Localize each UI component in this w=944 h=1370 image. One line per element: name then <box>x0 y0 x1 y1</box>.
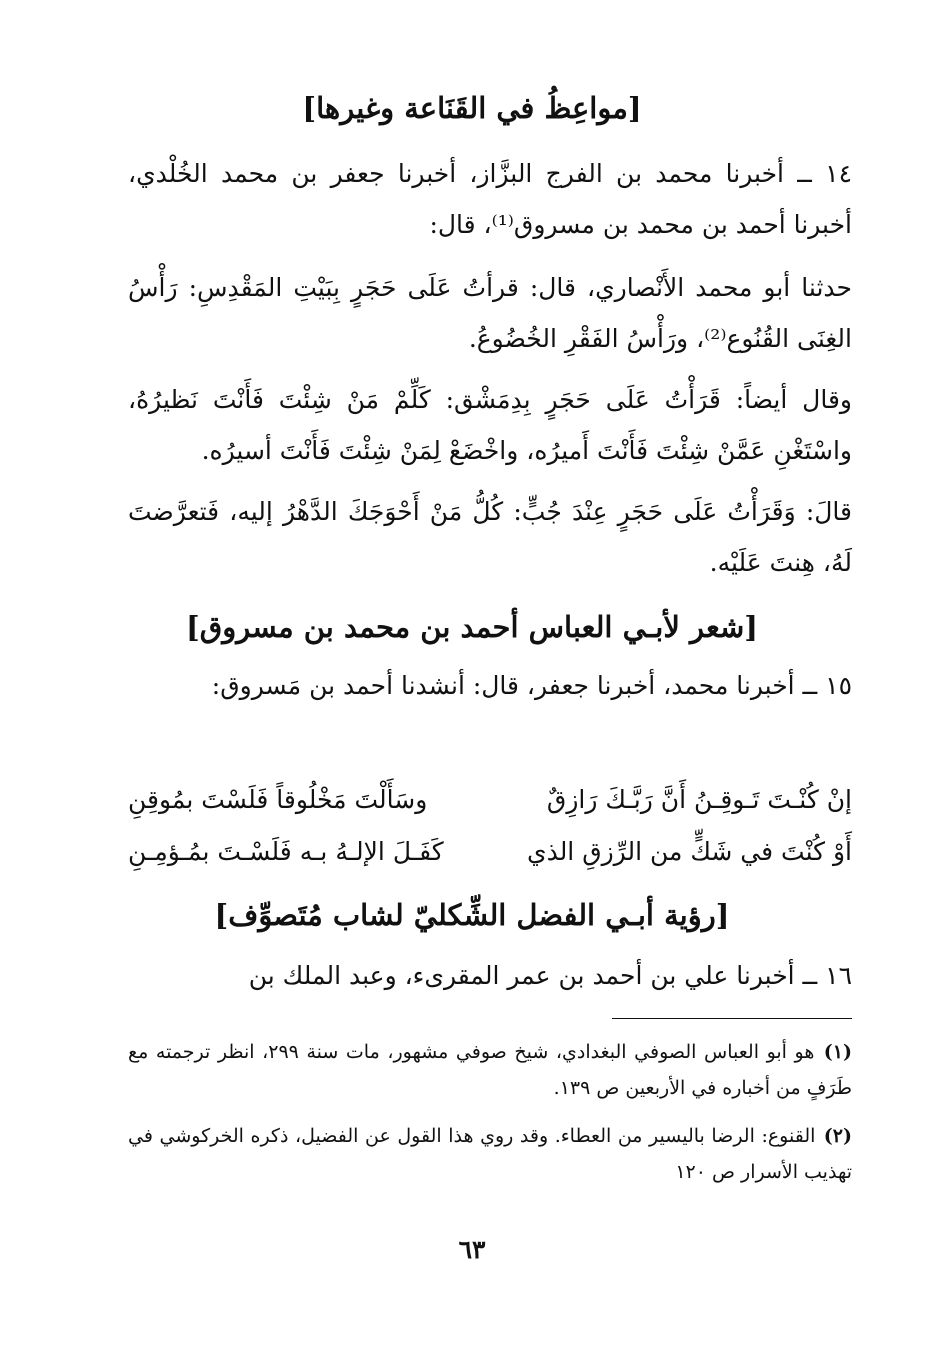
paragraph-14-quote-3-text: قالَ: وَقَرَأْتُ عَلَى حَجَرٍ عِنْدَ جُبٍّ: كُلُّ مَنْ أَحْوَجَكَ الدَّهْرُ إليه، فَتعرَّضتَ لَهُ، هِنتَ عَلَيْه. <box>128 497 852 577</box>
footnote-2-number: (٢) <box>823 1125 852 1147</box>
footnote-separator <box>612 1018 852 1019</box>
footnote-1-text: هو أبو العباس الصوفي البغدادي، شيخ صوفي مشهور، مات سنة ٢٩٩، انظر ترجمته مع طَرَفٍ من أخباره في الأربعين ص ١٣٩. <box>128 1041 852 1099</box>
paragraph-14-quote-1 <box>128 262 852 364</box>
footnote-1 <box>128 1034 852 1106</box>
verse-line-1 <box>128 774 852 824</box>
verse-2-first-hemistich: أَوْ كُنْتَ في شَكٍّ من الرِّزقِ الذي <box>527 836 852 866</box>
verse-line-2 <box>128 826 852 876</box>
page-number: ٦٣ <box>458 1235 486 1264</box>
verse-1-first-hemistich: إنْ كُنْـتَ تَـوقِـنُ أَنَّ رَبَّـكَ رَازِقٌ <box>546 784 852 814</box>
paragraph-14 <box>128 148 852 250</box>
paragraph-14-text: ١٤ ــ أخبرنا محمد بن الفرج البزَّاز، أخبرنا جعفر بن محمد الخُلْدي، أخبرنا أحمد بن محمد بن مسروق⁽¹⁾، قال: <box>128 159 852 239</box>
footnote-2-text: القنوع: الرضا باليسير من العطاء. وقد روي هذا القول عن الفضيل، ذكره الخركوشي في تهذيب الأسرار ص ١٢٠ <box>128 1125 852 1183</box>
paragraph-16 <box>128 950 852 1001</box>
paragraph-15-text: ١٥ ــ أخبرنا محمد، أخبرنا جعفر، قال: أنشدنا أحمد بن مَسروق: <box>211 671 852 700</box>
verse-2-second-hemistich: كَفَـلَ الإلـهُ بـه فَلَسْـتَ بمُـؤمِـنِ <box>128 836 444 866</box>
paragraph-16-text: ١٦ ــ أخبرنا علي بن أحمد بن عمر المقرىء، وعبد الملك بن <box>248 961 852 990</box>
section-heading-1: [مواعِظُ في القَنَاعة وغيرها] <box>302 91 642 125</box>
paragraph-14-quote-2-text: وقال أيضاً: قَرَأْتُ عَلَى حَجَرٍ بِدِمَشْق: كَلِّمْ مَنْ شِئْتَ فَأَنْتَ نَظيرُهُ، واسْتَغْنِ عَمَّنْ شِئْتَ فَأَنْتَ أَميرُه، واخْضَعْ لِمَنْ شِئْتَ فَأَنْتَ أسيرُه. <box>128 385 852 465</box>
verse-1-second-hemistich: وسَأَلْتَ مَخْلُوقاً فَلَسْتَ بمُوقِنِ <box>128 784 428 814</box>
section-heading-3: [رؤية أبـي الفضل الشِّكليّ لشاب مُتَصوِّف] <box>214 898 730 932</box>
paragraph-15 <box>128 660 852 711</box>
footnote-2 <box>128 1118 852 1190</box>
footnote-1-number: (١) <box>823 1041 852 1063</box>
paragraph-14-quote-1-text: حدثنا أبو محمد الأَنْصاري، قال: قرأتُ عَلَى حَجَرٍ بِبَيْتِ المَقْدِسِ: رَأْسُ الغِنَى القُنُوع⁽²⁾، ورَأْسُ الفَقْرِ الخُضُوعُ. <box>128 273 852 353</box>
paragraph-14-quote-3 <box>128 486 852 588</box>
section-heading-2: [شعر لأبـي العباس أحمد بن محمد بن مسروق] <box>186 610 758 644</box>
paragraph-14-quote-2 <box>128 374 852 476</box>
